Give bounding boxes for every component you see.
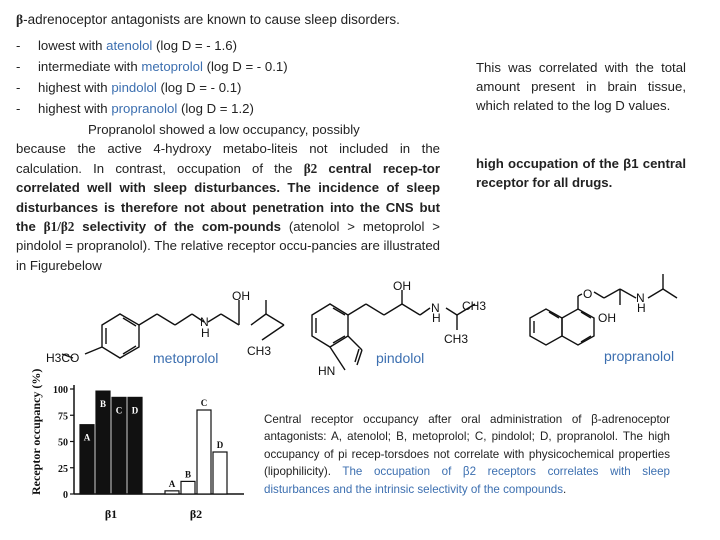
label-propranolol: propranolol: [604, 348, 675, 364]
bar-β2-B: [181, 481, 195, 494]
paragraph-text-bold: selectivity of the com-pounds: [74, 219, 281, 235]
bar-label: C: [200, 398, 208, 408]
bullet-label: intermediate with: [38, 59, 142, 74]
bar-label: D: [131, 405, 139, 416]
bar-label: D: [216, 440, 224, 450]
label-pindolol: pindolol: [376, 350, 425, 366]
bar-label: A: [83, 432, 91, 443]
caption-text: Central receptor occupancy after oral administration of β-adrenoceptor antagonists: A, atenolol; B, metoprolol; C, pindolol; D, propranolol. The high occupancy of pi recep-torsdoes not correlate with physicochemical properties (lipophilicity).: [264, 413, 670, 479]
group-label: β1: [104, 507, 118, 521]
drug-name: propranolol: [111, 101, 178, 116]
pindolol-oh: OH: [393, 279, 411, 293]
bar-β2-D: [213, 452, 227, 494]
log-d-value: (log D = - 1.6): [152, 38, 238, 53]
propranolol-o: O: [583, 287, 593, 301]
bar-label: B: [184, 469, 192, 480]
bullet-label: lowest with: [38, 38, 107, 53]
metoprolol-h: H: [201, 326, 210, 340]
pindolol-n: N: [431, 301, 440, 315]
propranolol-oh: OH: [598, 311, 616, 325]
propranolol-n: N: [636, 291, 645, 305]
bullet-label: highest with: [38, 101, 112, 116]
paragraph-text: because the active 4-hydroxy metabo-liteis not included in the calculation. In contrast, occupation of the: [16, 141, 440, 176]
pindolol-ch3-bottom: CH3: [444, 332, 469, 346]
beta12-term: β1/β2: [43, 219, 75, 235]
caption-end: .: [563, 482, 567, 496]
log-d-value: (log D = - 0.1): [156, 80, 242, 95]
note-brain-tissue: This was correlated with the total amount present in brain tissue, which related to the log D values.: [476, 60, 686, 113]
bar-β2-C: [197, 410, 211, 494]
y-axis-label: Receptor occupancy (%): [29, 368, 43, 495]
bullet-dash: -: [16, 80, 21, 95]
bullet-label: highest with: [38, 80, 112, 95]
y-tick-label: 50: [58, 437, 68, 449]
metoprolol-ch3: CH3: [247, 344, 272, 358]
bullet-dash: -: [16, 101, 21, 116]
metoprolol-och3: H3CO: [46, 351, 80, 365]
drug-name: atenolol: [106, 38, 153, 53]
metoprolol-oh: OH: [232, 289, 250, 303]
propranolol-h: H: [637, 301, 646, 315]
bar-label: C: [115, 405, 123, 416]
y-tick-label: 25: [58, 463, 68, 475]
group-label: β2: [189, 507, 203, 521]
log-d-value: (log D = 1.2): [177, 101, 254, 116]
figure-caption: [264, 411, 670, 498]
drug-name: metoprolol: [141, 59, 203, 74]
paragraph-text: (atenolol > metoprolol > pindolol = propranolol). The relative receptor occu-pancies are illustrated in Figurebelow: [16, 219, 440, 273]
bar-β2-A: [165, 491, 179, 494]
bullet-dash: -: [16, 38, 21, 53]
drug-name: pindolol: [111, 80, 157, 95]
y-tick-label: 100: [53, 385, 68, 396]
paragraph-lead: Propranolol showed a low occupancy, possibly: [88, 122, 360, 137]
note-beta1-occupation: high occupation of the β1 central receptor for all drugs.: [476, 156, 686, 190]
pindolol-ch3-top: CH3: [462, 299, 487, 313]
title-text: -adrenoceptor antagonists are known to cause sleep disorders.: [23, 12, 400, 27]
beta2-term: β2: [303, 160, 318, 176]
beta-symbol: β: [16, 12, 24, 27]
bullet-dash: -: [16, 59, 21, 74]
label-metoprolol: metoprolol: [153, 350, 219, 366]
y-tick-label: 75: [58, 411, 68, 423]
pindolol-hn: HN: [318, 364, 336, 378]
bar-label: A: [168, 478, 176, 489]
log-d-value: (log D = - 0.1): [202, 59, 288, 74]
pindolol-h: H: [432, 311, 441, 325]
metoprolol-n: N: [200, 315, 209, 329]
paragraph-text-bold: central recep-tor correlated well with sleep disturbances. The incidence of sleep disturbances is therefore not about penetration into the CNS but the: [16, 160, 440, 235]
caption-highlight: The occupation of β2 receptors correlates with sleep disturbances and the intrinsic selectivity of the compounds: [264, 465, 670, 496]
y-tick-label: 0: [63, 490, 68, 501]
bar-label: B: [99, 399, 107, 410]
